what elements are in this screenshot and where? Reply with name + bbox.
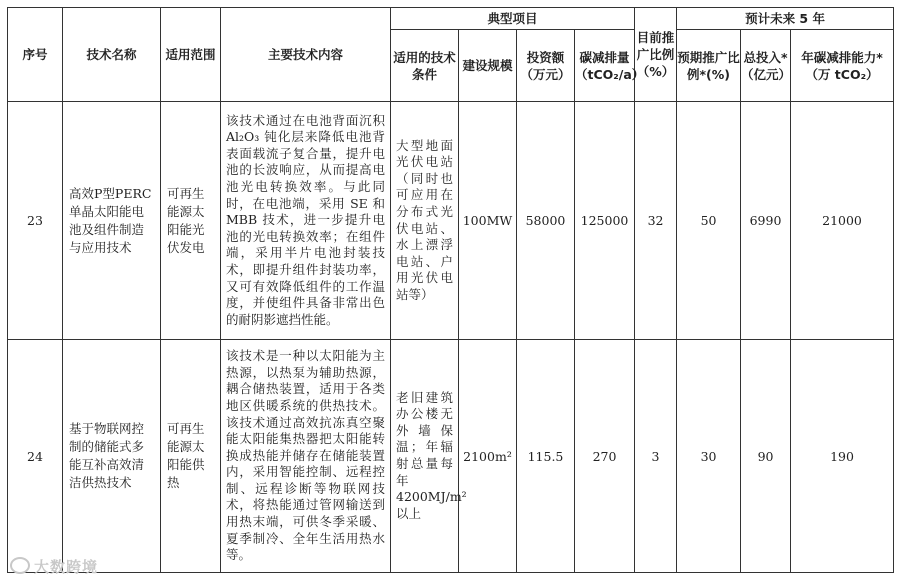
row-tech-name: 基于物联网控制的储能式多能互补高效清洁供热技术: [63, 340, 161, 573]
col-scope-header: 适用范围: [161, 8, 221, 102]
row-condition: 老旧建筑办公楼无外墙保温；年辐射总量每年 4200MJ/m²以上: [391, 340, 459, 573]
row-carbon: 270: [575, 340, 635, 573]
row-tech-name: 高效P型PERC单晶太阳能电池及组件制造与应用技术: [63, 102, 161, 340]
row-invest: 115.5: [517, 340, 575, 573]
col-invest-header: 投资额（万元）: [517, 30, 575, 102]
row-annual-cap: 21000: [791, 102, 894, 340]
row-condition: 大型地面光伏电站（同时也可应用在分布式光伏电站、水上漂浮电站、户用光伏电站等）: [391, 102, 459, 340]
row-exp-ratio: 30: [677, 340, 741, 573]
row-scope: 可再生能源太阳能光伏发电: [161, 102, 221, 340]
col-annual-cap-header: 年碳减排能力*（万 tCO₂）: [791, 30, 894, 102]
row-exp-ratio: 50: [677, 102, 741, 340]
watermark-text: 大数跨境: [34, 558, 99, 576]
watermark-logo-icon: [10, 557, 30, 574]
row-seq: 23: [8, 102, 63, 340]
col-ratio-header: 目前推广比例（%）: [635, 8, 677, 102]
row-seq: 24: [8, 340, 63, 573]
future-group-header: 预计未来 5 年: [677, 8, 894, 30]
col-scale-header: 建设规模: [459, 30, 517, 102]
col-content-header: 主要技术内容: [221, 8, 391, 102]
table-row: [8, 102, 894, 340]
row-scope: 可再生能源太阳能供热: [161, 340, 221, 573]
col-carbon-header: 碳减排量（tCO₂/a）: [575, 30, 635, 102]
col-name-header: 技术名称: [63, 8, 161, 102]
col-exp-ratio-header: 预期推广比例*(%): [677, 30, 741, 102]
row-ratio: 3: [635, 340, 677, 573]
row-carbon: 125000: [575, 102, 635, 340]
watermark: [10, 556, 98, 577]
row-ratio: 32: [635, 102, 677, 340]
col-cond-header: 适用的技术条件: [391, 30, 459, 102]
tech-table: [7, 7, 894, 573]
typical-project-group-header: 典型项目: [391, 8, 635, 30]
row-content: 该技术是一种以太阳能为主热源，以热泵为辅助热源，耦合储热装置，适用于各类地区供暖系统的供热技术。该技术通过高效抗冻真空聚能太阳能集热器把太阳能转换成热能并储存在储能装置内，采用智能控制、远程控制、远程诊断等物联网技术，将热能通过管网输送到用热末端，可供冬季采暖、夏季制冷、全年生活用热水等。: [221, 340, 391, 573]
table-row: [8, 340, 894, 573]
row-total-invest: 6990: [741, 102, 791, 340]
header-row-1: [8, 8, 894, 30]
row-invest: 58000: [517, 102, 575, 340]
row-content: 该技术通过在电池背面沉积 Al₂O₃ 钝化层来降低电池背表面载流子复合量，提升电池的长波响应，从而提高电池光电转换效率。与此同时，在电池端，采用 SE 和 MBB 技术，进一步提升电池的光电转换效率；在组件端，采用半片电池封装技术，即提升组件封装功率，又可有效降低组件的工作温度，并使组件具备非常出色的耐阴影遮挡性能。: [221, 102, 391, 340]
col-seq-header: 序号: [8, 8, 63, 102]
row-total-invest: 90: [741, 340, 791, 573]
row-scale: 2100m²: [459, 340, 517, 573]
row-scale: 100MW: [459, 102, 517, 340]
col-total-invest-header: 总投入*（亿元）: [741, 30, 791, 102]
row-annual-cap: 190: [791, 340, 894, 573]
